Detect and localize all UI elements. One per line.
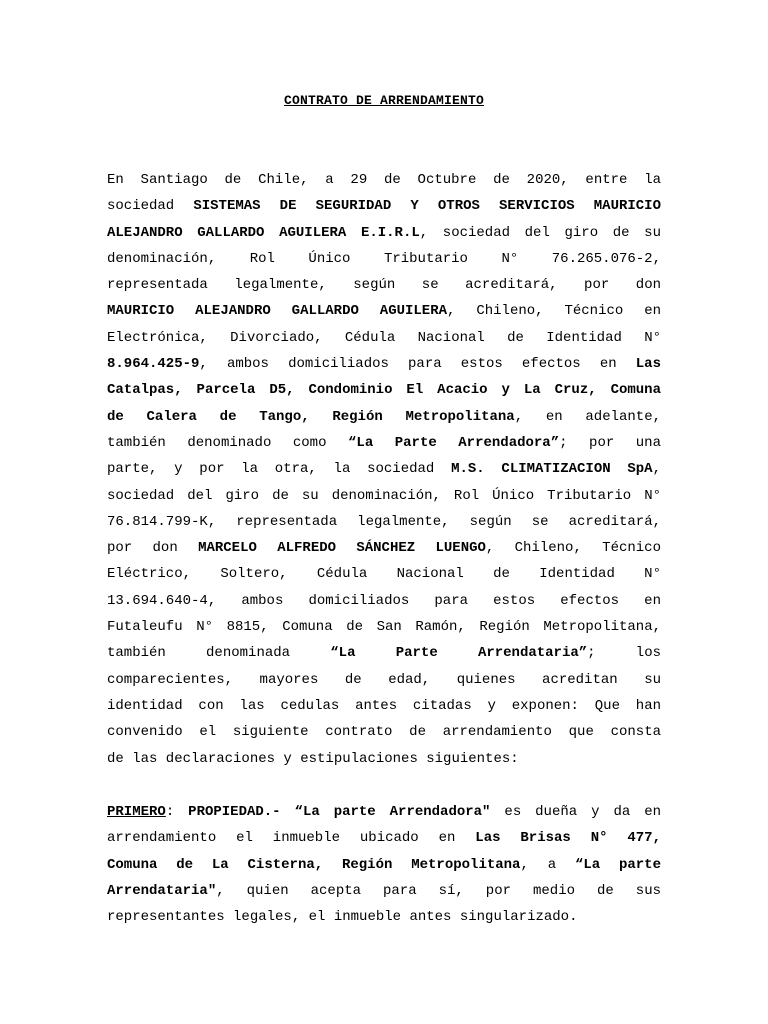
- text-line: [107, 799, 661, 825]
- text-line: [107, 852, 661, 878]
- text-run: comparecientes, mayores de edad, quienes acreditan su: [107, 671, 661, 688]
- bold-text: MARCELO ALFREDO SÁNCHEZ LUENGO: [198, 540, 486, 557]
- text-line: [107, 167, 661, 193]
- text-line: [107, 272, 661, 298]
- bold-text: “La parte Arrendadora": [294, 804, 491, 820]
- text-line: [107, 614, 661, 640]
- text-line: [107, 430, 661, 456]
- text-line: [107, 561, 661, 587]
- text-line: [107, 483, 661, 509]
- document-title: CONTRATO DE ARRENDAMIENTO: [283, 93, 485, 108]
- text-line: [107, 351, 661, 377]
- text-line: [107, 509, 661, 535]
- text-run: también denominada: [107, 645, 331, 662]
- text-run: arrendamiento el inmueble ubicado en: [107, 830, 476, 847]
- bold-text: “La parte: [574, 856, 661, 873]
- bold-text: ALEJANDRO GALLARDO AGUILERA E.I.R.L: [107, 224, 420, 241]
- text-run: por don: [107, 540, 199, 557]
- bold-text: de Calera de Tango, Región Metropolitana: [107, 408, 515, 425]
- text-line: [107, 246, 661, 272]
- text-run: , a: [520, 856, 575, 873]
- bold-text: “La Parte Arrendadora”: [348, 434, 560, 451]
- text-run: , Chileno, Técnico en: [447, 303, 661, 320]
- text-line: [107, 377, 661, 403]
- intro-paragraph: [107, 167, 661, 772]
- text-line: [107, 456, 661, 482]
- bold-text: 8.964.425-9: [107, 356, 200, 373]
- text-line: [107, 667, 661, 693]
- text-run: , sociedad del giro de su: [419, 224, 661, 241]
- bold-text: PRIMERO: [107, 804, 166, 820]
- text-run: , en adelante,: [514, 408, 661, 425]
- clause-primero-paragraph: [107, 799, 661, 930]
- text-run: [281, 804, 295, 820]
- bold-text: Las Brisas N° 477,: [475, 830, 661, 847]
- text-line: [107, 640, 661, 666]
- bold-text: SISTEMAS DE SEGURIDAD Y OTROS SERVICIOS MAURICIO: [193, 198, 661, 215]
- text-run: representantes legales, el inmueble antes singularizado.: [107, 909, 578, 926]
- bold-text: PROPIEDAD.-: [188, 804, 281, 820]
- text-line: [107, 746, 661, 772]
- text-line: [107, 404, 661, 430]
- text-line: [107, 904, 661, 930]
- text-run: :: [165, 804, 189, 820]
- text-run: Futaleufu N° 8815, Comuna de San Ramón, Región Metropolitana,: [107, 619, 661, 636]
- text-line: [107, 193, 661, 219]
- text-line: [107, 535, 661, 561]
- bold-text: Comuna de La Cisterna, Región Metropolitana: [107, 856, 521, 873]
- text-run: representada legalmente, según se acreditará, por don: [107, 277, 661, 294]
- text-run: ; los: [587, 645, 661, 662]
- text-line: [107, 693, 661, 719]
- text-line: [107, 878, 661, 904]
- bold-text: Las: [635, 356, 661, 373]
- text-run: es dueña y da en: [490, 804, 661, 820]
- text-run: sociedad del giro de su denominación, Rol Único Tributario N°: [107, 487, 661, 504]
- text-run: En Santiago de Chile, a 29 de Octubre de 2020, entre la: [107, 172, 661, 188]
- text-run: convenido el siguiente contrato de arrendamiento que consta: [107, 724, 661, 741]
- text-run: 76.814.799-K, representada legalmente, según se acreditará,: [107, 513, 661, 530]
- bold-text: MAURICIO ALEJANDRO GALLARDO AGUILERA: [107, 303, 448, 320]
- bold-text: M.S. CLIMATIZACION SpA: [451, 461, 653, 478]
- text-run: ; por una: [559, 434, 661, 451]
- text-run: 13.694.640-4, ambos domiciliados para estos efectos en: [107, 592, 661, 609]
- text-line: [107, 825, 661, 851]
- bold-text: “La Parte Arrendataria”: [330, 645, 588, 662]
- text-line: [107, 588, 661, 614]
- text-run: ,: [652, 461, 661, 478]
- text-run: identidad con las cedulas antes citadas y exponen: Que han: [107, 697, 661, 714]
- text-run: parte, y por la otra, la sociedad: [107, 461, 452, 478]
- text-line: [107, 298, 661, 324]
- text-run: Eléctrico, Soltero, Cédula Nacional de Identidad N°: [107, 566, 661, 583]
- text-run: , ambos domiciliados para estos efectos en: [199, 356, 636, 373]
- bold-text: Arrendataria": [107, 882, 217, 899]
- text-run: , Chileno, Técnico: [485, 540, 661, 557]
- text-run: también denominado como: [107, 434, 349, 451]
- text-line: [107, 220, 661, 246]
- text-run: , quien acepta para sí, por medio de sus: [216, 882, 661, 899]
- text-run: de las declaraciones y estipulaciones siguientes:: [107, 750, 519, 767]
- bold-text: Catalpas, Parcela D5, Condominio El Acacio y La Cruz, Comuna: [107, 382, 661, 399]
- text-run: denominación, Rol Único Tributario N° 76.265.076-2,: [107, 250, 661, 267]
- text-line: [107, 325, 661, 351]
- text-run: Electrónica, Divorciado, Cédula Nacional de Identidad N°: [107, 329, 661, 346]
- text-run: sociedad: [107, 198, 194, 215]
- text-line: [107, 719, 661, 745]
